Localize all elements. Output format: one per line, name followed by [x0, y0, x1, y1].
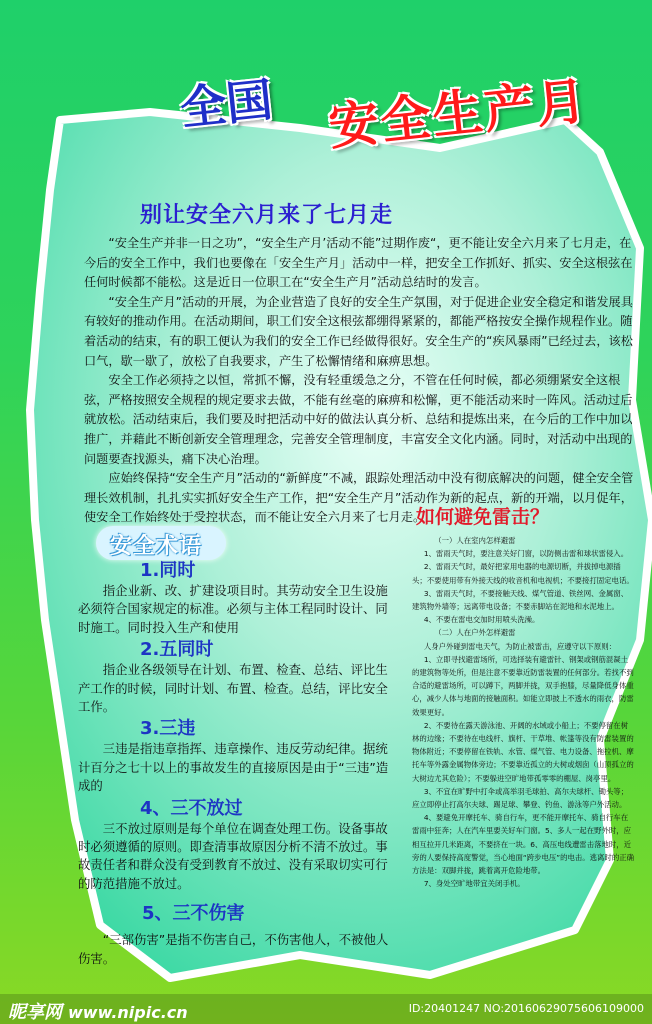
thunder-subheading: （二）人在户外怎样避雷 — [434, 628, 516, 638]
watermark-logo — [8, 998, 188, 1024]
title-prefix: 全国 — [177, 72, 275, 136]
thunder-subheading: （一）人在室内怎样避雷 — [434, 536, 516, 545]
thunder-item: 3、不宜在旷野中打伞或高举羽毛球拍、高尔夫球杆、锄头等；应立即停止打高尔夫球、踢足球、攀登、钓鱼、游泳等户外活动。 — [412, 786, 629, 810]
terms-section — [78, 560, 398, 970]
title-banner — [177, 58, 620, 157]
watermark-url: www.nipic.cn — [68, 1003, 188, 1022]
term-heading: 3.三违 — [140, 718, 196, 740]
watermark-logo-text: 昵享网 — [8, 1002, 62, 1023]
term-heading: 5、三不伤害 — [142, 903, 245, 925]
term-heading: 4、三不放过 — [140, 797, 243, 819]
thunder-item: 3、雷雨天气时，不要接触天线、煤气管道、铁丝网、金属窗、建筑物外墙等；远离带电设备；不要赤脚站在泥地和水泥地上。 — [412, 588, 629, 612]
thunder-section — [412, 534, 634, 890]
article-paragraph: 应始终保持“安全生产月”活动的“新鲜度”不减，跟踪处理活动中没有彻底解决的问题，健全安全管理长效机制，扎扎实实抓好安全生产工作，把“安全生产月”活动作为新的起点，新的开端，以月促年，使安全工作始终处于受控状态，而不能让安全六月来了七月走。 — [84, 471, 634, 525]
article-paragraph: 安全工作必须持之以恒，常抓不懈，没有轻重缓急之分，不管在任何时候，都必须绷紧安全这根弦，严格按照安全规程的规定要求去做，不能有丝毫的麻痹和松懈，更不能活动来时一阵风。活动过后就放松。活动结束后，我们要及时把活动中好的做法认真分析、总结和提炼出来，在今后的工作中加以推广，并藉此不断创新安全管理理念，完善安全管理制度，丰富安全文化内涵。同时，对活动中出现的问题要查找源头，痛下决心治理。 — [84, 373, 633, 466]
thunder-title: 如何避免雷击？ — [416, 506, 550, 528]
article-paragraph: “安全生产月”活动的开展，为企业营造了良好的安全生产氛围，对于促进企业安全稳定和谐发展具有较好的推动作用。在活动期间，职工们安全这根弦都绷得紧紧的，都能严格按安全操作规程作业。随着活动的结束，有的职工便认为我们的安全工作已经做得很好。安全生产的“疾风暴雨”已经过去，该松口气，歇一歇了，放松了自我要求，产生了松懈情绪和麻痹思想。 — [84, 294, 633, 368]
article-paragraph: “安全生产并非一日之功”，“安全生产月’活动不能”过期作废“，更不能让安全六月来了七月走，在今后的安全工作中，我们也要像在「安全生产月」活动中一样，把安全工作抓好、抓实、安全这根弦在任何时候都不能松。这是近日一位职工在“安全生产月”活动总结时的发言。 — [84, 236, 633, 290]
thunder-item: 2、不要待在露天游泳池、开阔的水域或小船上；不要停留在树林的边缘；不要待在电线杆、旗杆、干草堆、帐篷等没有防雷装置的物体附近；不要停留在铁轨、水管、煤气管、电力设备、拖拉机、摩托车等外露金属物体旁边；不要靠近孤立的大树或烟囱（山顶孤立的大树边尤其危险）；不要躲进空旷地带孤零零的棚屋、岗亭里。 — [412, 720, 634, 783]
term-body: 三违是指违章指挥、违章操作、违反劳动纪律。据统计百分之七十以上的事故发生的直接原因是由于“三违”造成的 — [78, 741, 389, 794]
article-subtitle: 别让安全六月来了七月走 — [140, 203, 394, 228]
title-main: 安全生产月 — [326, 71, 591, 157]
thunder-item: 7、身处空旷地带宜关闭手机。 — [423, 879, 525, 889]
article-body — [84, 234, 640, 528]
terms-tag — [96, 526, 226, 560]
thunder-item: 2、雷雨天气时，最好把家用电器的电源切断，并拔掉电源插头；不要使用带有外接天线的收音机和电视机；不要接打固定电话。 — [412, 562, 634, 585]
thunder-item: 4、要避免开摩托车、骑自行车，更不能开摩托车、骑自行车在雷雨中狂奔；人在汽车里要关好车门窗。5、多人一起在野外时，应相互拉开几米距离，不要挤在一块。6、高压电线遭雷击落地时，近旁的人要保持高度警觉，当心地面“跨步电压”的电击。逃离时的正确方法是：双脚并拢，跳着离开危险地带。 — [412, 813, 634, 876]
terms-tag-label: 安全术语 — [110, 534, 203, 559]
term-body: 指企业各级领导在计划、布置、检查、总结、评比生产工作的时候，同时计划、布置、检查。总结，评比安全工作。 — [78, 662, 388, 715]
term-body: “三部伤害”是指不伤害自己，不伤害他人，不被他人伤害。 — [78, 932, 389, 966]
term-body: 指企业新、改、扩建设项目时。其劳动安全卫生设施必须符合国家规定的标准。必须与主体工程同时设计、同时施工。同时投入生产和使用 — [78, 583, 388, 635]
watermark-id: ID:20401247 NO:20160629075606109000 — [408, 1002, 644, 1015]
thunder-item: 4、不要在雷电交加时用喷头洗澡。 — [423, 615, 540, 625]
term-body: 三不放过原则是每个单位在调查处理工伤。设备事故时必须遵循的原则。即查清事故原因分析不清不放过。事故责任者和群众没有受到教育不放过、没有采取切实可行的防范措施不放过。 — [78, 820, 388, 891]
thunder-item: 1、雷雨天气时，要注意关好门窗，以防侧击雷和球状雷侵入。 — [423, 549, 629, 559]
term-heading: 2.五同时 — [140, 639, 214, 661]
thunder-item: 人身户外碰到雷电天气，为防止被雷击，应遵守以下原则： — [423, 641, 616, 651]
watermark-bar — [0, 994, 652, 1024]
term-heading: 1.同时 — [140, 560, 196, 581]
thunder-item: 1、立即寻找避雷场所，可选择装有避雷针、钢架或钢筋混凝土的建筑物等处所，但是注意不要靠近防雷装置的任何部分。若找不到合适的避雷场所，可以蹲下，两脚并拢，双手抱膝，尽量降低身体重心，减少人体与地面的接触面积。如能立即披上不透水的雨衣，防雷效果更好。 — [412, 654, 634, 717]
